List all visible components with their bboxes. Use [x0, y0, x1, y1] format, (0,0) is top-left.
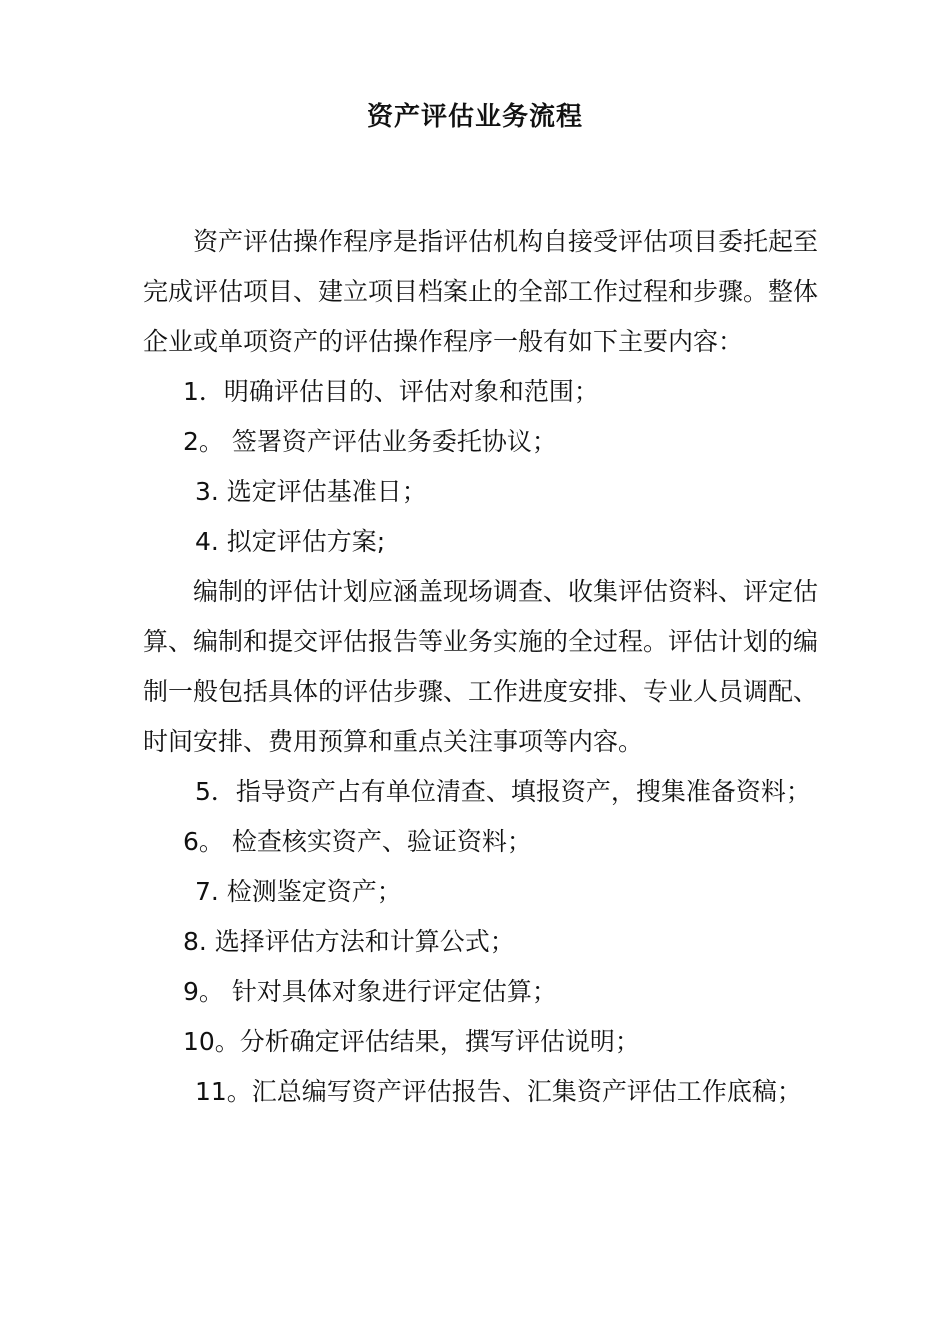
list-item-10: 10。分析确定评估结果，撰写评估说明；	[183, 1027, 640, 1056]
list-item-8: 8. 选择评估方法和计算公式；	[183, 927, 515, 956]
list-item-9: 9。 针对具体对象进行评定估算；	[183, 977, 557, 1006]
document-body	[143, 217, 823, 1117]
intro-paragraph: 资产评估操作程序是指评估机构自接受评估项目委托起至完成评估项目、建立项目档案止的全部工作过程和步骤。整体企业或单项资产的评估操作程序一般有如下主要内容：	[143, 227, 819, 356]
list-item-2: 2。 签署资产评估业务委托协议；	[183, 427, 557, 456]
page-title: 资产评估业务流程	[366, 102, 583, 132]
list-item-1: 1．明确评估目的、评估对象和范围；	[183, 377, 599, 406]
list-item-6: 6。 检查核实资产、验证资料；	[183, 827, 532, 856]
list-item-5: 5．指导资产占有单位清查、填报资产，搜集准备资料；	[195, 777, 811, 806]
list-item-11: 11。汇总编写资产评估报告、汇集资产评估工作底稿；	[195, 1077, 802, 1106]
plan-paragraph: 编制的评估计划应涵盖现场调查、收集评估资料、评定估算、编制和提交评估报告等业务实施的全过程。评估计划的编制一般包括具体的评估步骤、工作进度安排、专业人员调配、时间安排、费用预算和重点关注事项等内容。	[143, 577, 819, 756]
list-item-7: 7. 检测鉴定资产；	[195, 877, 402, 906]
list-item-3: 3. 选定评估基准日；	[195, 477, 427, 506]
list-item-4: 4. 拟定评估方案;	[195, 527, 386, 556]
